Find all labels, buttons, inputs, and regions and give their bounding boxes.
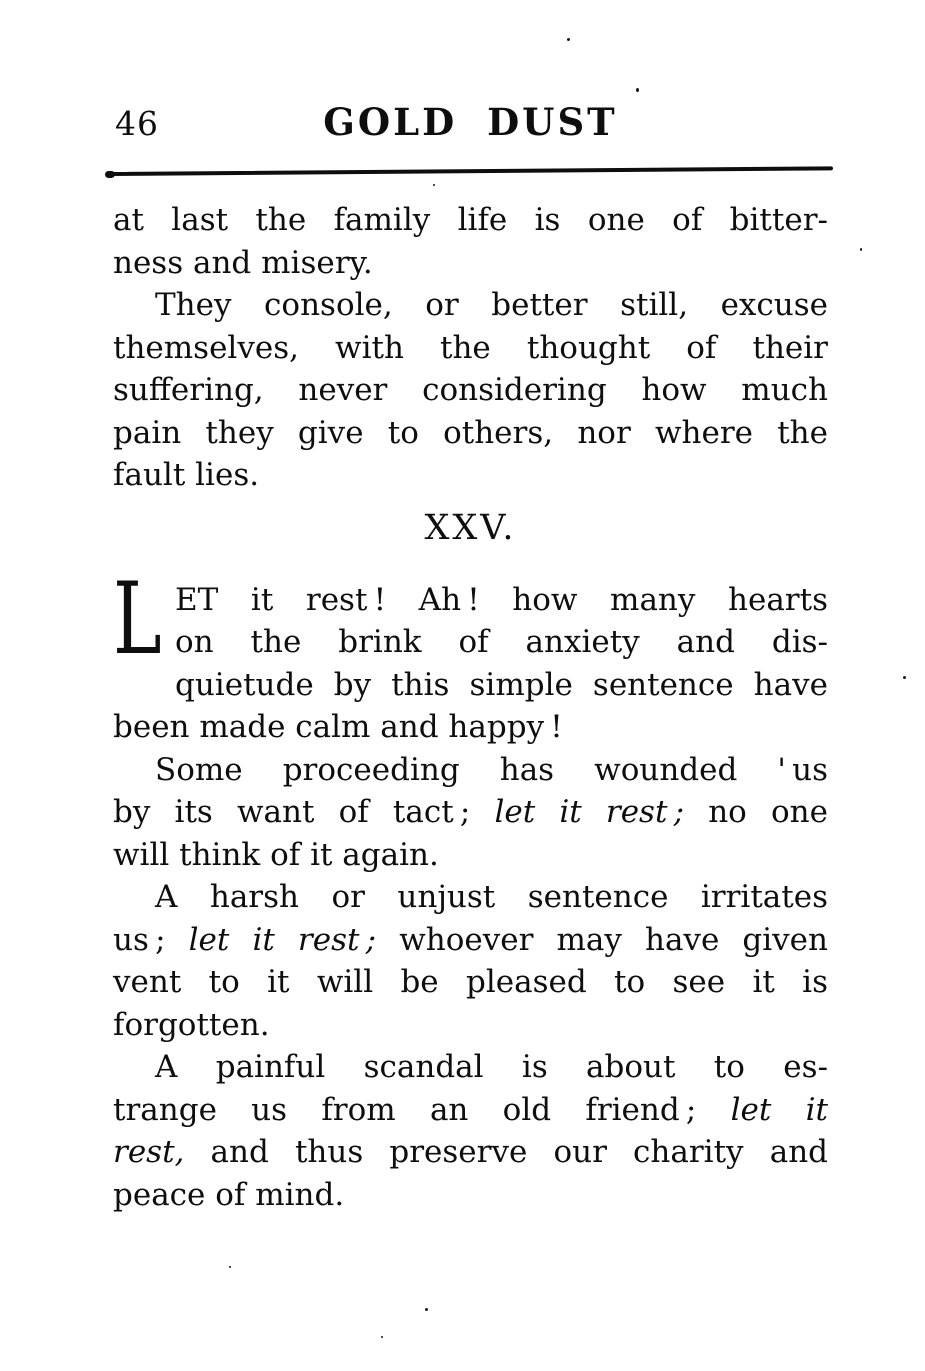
text-line: been made calm and happy ! — [113, 709, 563, 745]
text-line: forgotten. — [113, 1006, 270, 1043]
paragraph — [113, 284, 828, 497]
scan-speck — [381, 1336, 383, 1338]
text-line: peace of mind. — [113, 1176, 345, 1213]
text-line: trange us from an old friend ; let it — [113, 1091, 828, 1128]
running-title: GOLD DUST — [323, 100, 618, 144]
paragraph — [113, 199, 828, 284]
text-line: at last the family life is one of bitter- — [113, 202, 828, 238]
text-line: will think of it again. — [113, 836, 439, 873]
scan-speck — [433, 184, 435, 186]
scan-speck — [229, 1266, 231, 1268]
text-line: They console, or better still, excuse — [155, 287, 828, 323]
text-line: pain they give to others, nor where the — [113, 414, 828, 451]
text-line: by its want of tact ; let it rest ; no one — [113, 794, 828, 830]
text-line: rest, and thus preserve our charity and — [113, 1134, 828, 1170]
text-line: themselves, with the thought of their — [113, 329, 828, 366]
scan-speck — [425, 1308, 428, 1311]
header-rule — [107, 166, 833, 176]
text-line: A painful scandal is about to es- — [155, 1049, 828, 1085]
page-header — [113, 0, 828, 146]
scan-speck — [636, 88, 639, 92]
text-line: on the brink of anxiety and dis- — [175, 624, 828, 660]
paragraph — [113, 749, 828, 877]
text-line: ET it rest ! Ah ! how many hearts — [175, 581, 828, 618]
paragraph — [113, 876, 828, 1046]
scan-speck — [903, 676, 906, 679]
scan-speck — [860, 248, 862, 251]
text-line: ness and misery. — [113, 244, 373, 281]
paragraph — [113, 561, 828, 749]
section-heading: XXV. — [424, 507, 517, 548]
text-line: vent to it will be pleased to see it is — [113, 964, 828, 1000]
text-line: fault lies. — [113, 457, 260, 493]
text-line: us ; let it rest ; whoever may have given — [113, 921, 828, 958]
scan-speck — [567, 38, 570, 41]
paragraph — [113, 1046, 828, 1216]
drop-cap: L — [113, 561, 162, 677]
text-line: suffering, never considering how much — [113, 372, 828, 408]
text-line: quietude by this simple sentence have — [175, 666, 828, 703]
page-number: 46 — [115, 104, 159, 143]
text-column — [113, 199, 828, 1216]
text-line: A harsh or unjust sentence irritates — [155, 879, 828, 915]
text-line: Some proceeding has wounded ' us — [155, 751, 828, 788]
